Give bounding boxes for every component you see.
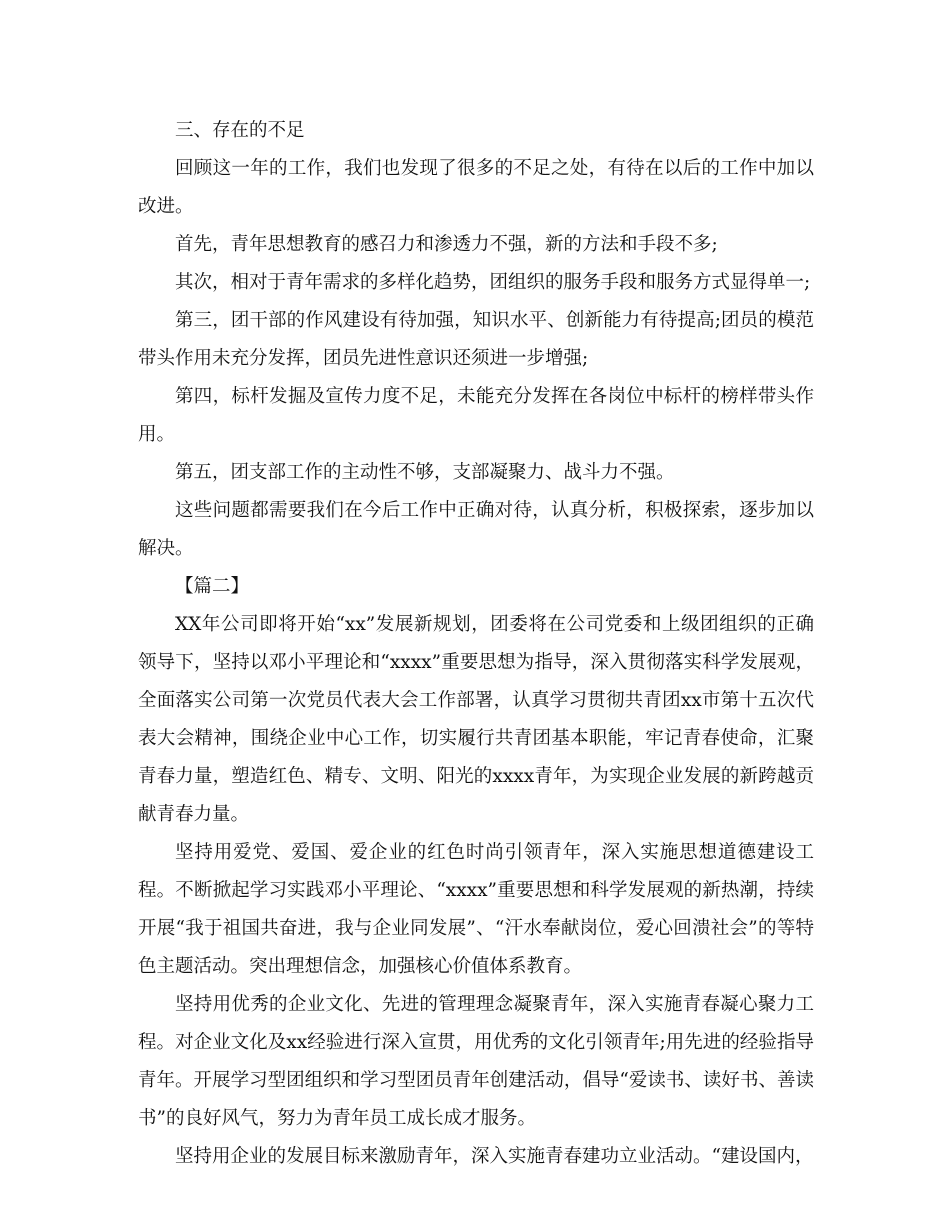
paragraph: 坚持用爱党、爱国、爱企业的红色时尚引领青年，深入实施思想道德建设工程。不断掀起学习实践邓小平理论、“xxxx”重要思想和科学发展观的新热潮，持续开展“我于祖国共奋进，我与企业同发展”、“汗水奉献岗位，爱心回溃社会”的等特色主题活动。突出理想信念，加强核心价值体系教育。 [138, 842, 814, 977]
paragraph: 其次，相对于青年需求的多样化趋势，团组织的服务手段和服务方式显得单一; [175, 272, 811, 293]
paragraph: 第五，团支部工作的主动性不够，支部凝聚力、战斗力不强。 [175, 462, 675, 483]
paragraph: 坚持用企业的发展目标来激励青年，深入实施青春建功立业活动。“建设国内， [175, 1146, 814, 1167]
section-heading: 【篇二】 [175, 576, 250, 597]
section-heading: 三、存在的不足 [175, 120, 305, 141]
paragraph: 第四，标杆发掘及宣传力度不足，未能充分发挥在各岗位中标杆的榜样带头作用。 [138, 386, 814, 445]
paragraph: 第三，团干部的作风建设有待加强，知识水平、创新能力有待提高;团员的模范带头作用未充分发挥，团员先进性意识还须进一步增强; [138, 310, 814, 369]
paragraph: 坚持用优秀的企业文化、先进的管理理念凝聚青年，深入实施青春凝心聚力工程。对企业文化及xx经验进行深入宣贯，用优秀的文化引领青年;用先进的经验指导青年。开展学习型团组织和学习型团员青年创建活动，倡导“爱读书、读好书、善读书”的良好风气，努力为青年员工成长成才服务。 [138, 994, 814, 1129]
paragraph: 首先，青年思想教育的感召力和渗透力不强，新的方法和手段不多; [175, 234, 718, 255]
paragraph: 回顾这一年的工作，我们也发现了很多的不足之处，有待在以后的工作中加以改进。 [138, 158, 814, 217]
paragraph: XX年公司即将开始“xx”发展新规划，团委将在公司党委和上级团组织的正确领导下，坚持以邓小平理论和“xxxx”重要思想为指导，深入贯彻落实科学发展观，全面落实公司第一次党员代表大会工作部署，认真学习贯彻共青团xx市第十五次代表大会精神，围绕企业中心工作，切实履行共青团基本职能，牢记青春使命，汇聚青春力量，塑造红色、精专、文明、阳光的xxxx青年，为实现企业发展的新跨越贡献青春力量。 [138, 614, 814, 825]
paragraph: 这些问题都需要我们在今后工作中正确对待，认真分析，积极探索，逐步加以解决。 [138, 500, 814, 559]
document-body [138, 112, 814, 1176]
